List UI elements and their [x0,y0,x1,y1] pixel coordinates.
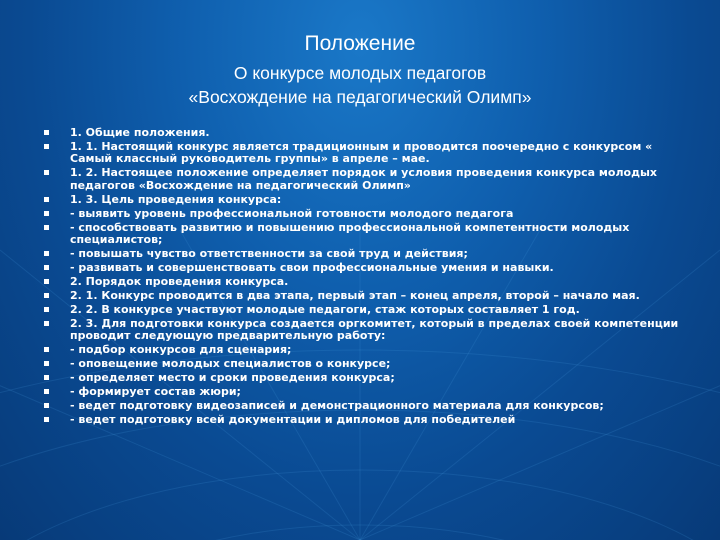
list-item-text: 1. 3. Цель проведения конкурса: [70,192,282,206]
list-item [44,208,684,221]
square-bullet-icon [44,375,49,380]
title-block [0,30,720,109]
slide-subtitle-line-2: «Восхождение на педагогический Олимп» [188,87,532,107]
list-item [44,222,684,247]
list-item-text: - формирует состав жюри; [70,384,241,398]
list-item [44,141,684,166]
list-item-text: 1. Общие положения. [70,126,210,139]
square-bullet-icon [44,225,49,230]
list-item-text: - определяет место и сроки проведения конкурса; [70,370,395,384]
square-bullet-icon [44,403,49,408]
list-item-text: 2. 3. Для подготовки конкурса создается оргкомитет, который в пределах своей компетенции проводит следующую предварительную работу: [70,316,679,343]
square-bullet-icon [44,417,49,422]
list-item-text: - оповещение молодых специалистов о конкурсе; [70,356,391,370]
square-bullet-icon [44,144,49,149]
list-item-text: 1. 2. Настоящее положение определяет порядок и условия проведения конкурса молодых педагогов «Восхождение на педагогический Олимп» [70,166,658,192]
list-item [44,290,684,303]
list-item [44,358,684,371]
square-bullet-icon [44,389,49,394]
list-item-text: 2. Порядок проведения конкурса. [70,274,289,288]
square-bullet-icon [44,361,49,366]
list-item [44,386,684,399]
list-item [44,400,684,413]
list-item [44,194,684,207]
list-item [44,344,684,357]
list-item [44,276,684,289]
list-item [44,262,684,275]
square-bullet-icon [44,170,49,175]
bullet-list [44,127,684,427]
list-item-text: 2. 2. В конкурсе участвуют молодые педагоги, стаж которых составляет 1 год. [70,302,580,316]
list-item [44,127,684,140]
list-item-text: - ведет подготовку видеозаписей и демонстрационного материала для конкурсов; [70,398,604,412]
list-item [44,318,684,343]
slide-subtitle-line-1: О конкурсе молодых педагогов [233,63,487,83]
square-bullet-icon [44,307,49,312]
list-item-text: - ведет подготовку всей документации и дипломов для победителей [70,412,516,426]
square-bullet-icon [44,197,49,202]
list-item [44,372,684,385]
square-bullet-icon [44,321,49,326]
square-bullet-icon [44,293,49,298]
list-item-text: 1. 1. Настоящий конкурс является традиционным и проводится поочередно с конкурсом « Самый классный руководитель группы» в апреле – мае. [70,139,653,166]
list-item-text: - развивать и совершенствовать свои профессиональные умения и навыки. [70,261,554,275]
list-item [44,167,684,192]
square-bullet-icon [44,130,49,135]
slide-title: Положение [304,32,416,55]
list-item-text: 2. 1. Конкурс проводится в два этапа, первый этап – конец апреля, второй – начало мая. [70,288,640,302]
square-bullet-icon [44,347,49,352]
list-item-text: - подбор конкурсов для сценария; [70,343,292,357]
list-item-text: - выявить уровень профессиональной готовности молодого педагога [70,206,514,220]
square-bullet-icon [44,211,49,216]
list-item [44,414,684,427]
square-bullet-icon [44,265,49,270]
list-item-text: - повышать чувство ответственности за свой труд и действия; [70,247,468,261]
square-bullet-icon [44,251,49,256]
list-item [44,248,684,261]
list-item [44,304,684,317]
list-item-text: - способствовать развитию и повышению профессиональной компетентности молодых специалистов; [70,220,630,247]
square-bullet-icon [44,279,49,284]
